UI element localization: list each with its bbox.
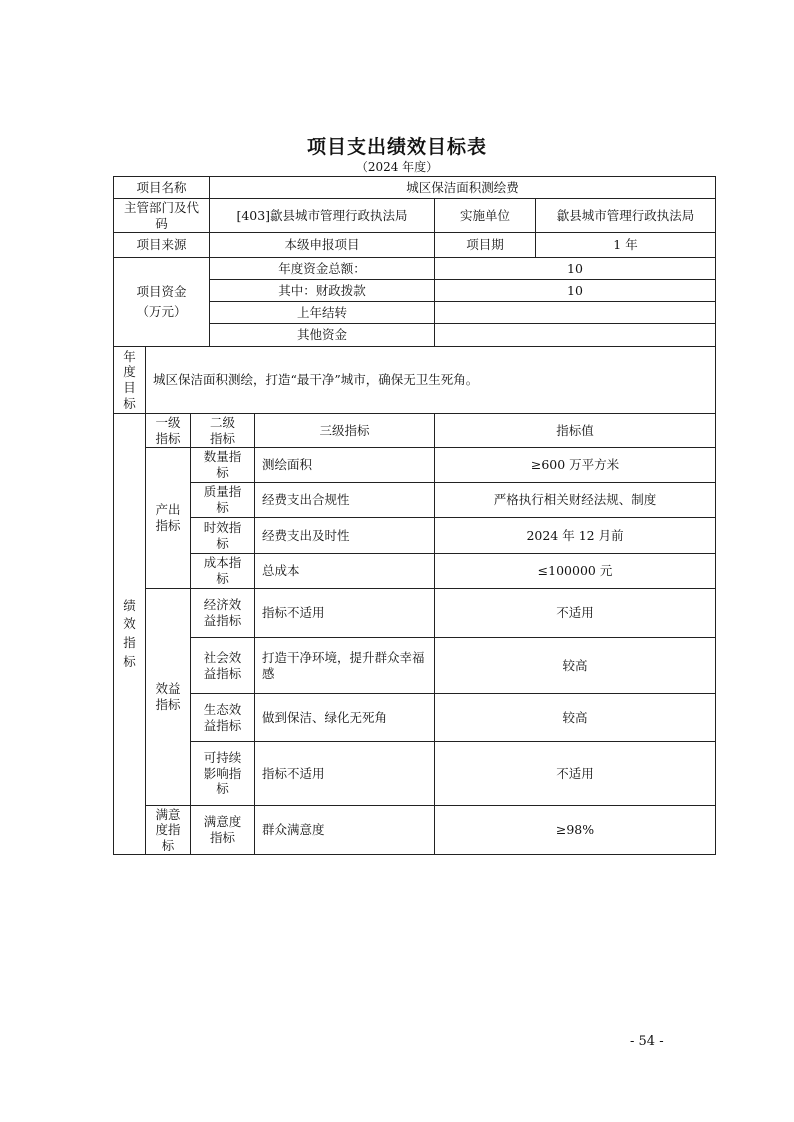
level2-cell xyxy=(191,694,255,742)
annual-goal-text: 城区保洁面积测绘，打造“最干净”城市，确保无卫生死角。 xyxy=(146,347,716,414)
level2-text: 生态效益指标 xyxy=(203,701,242,733)
project-period-label: 项目期 xyxy=(435,233,536,257)
annual-goal-row xyxy=(114,347,716,414)
level3-cell: 经费支出合规性 xyxy=(255,483,435,518)
funds-item-value: 10 xyxy=(435,280,716,302)
level2-cell xyxy=(191,554,255,589)
value-cell: ≥98% xyxy=(435,806,716,855)
level2-text: 时效指标 xyxy=(203,519,242,551)
indicator-row xyxy=(114,554,716,589)
value-cell: 严格执行相关财经法规、制度 xyxy=(435,483,716,518)
level2-cell xyxy=(191,589,255,638)
implementing-unit-label: 实施单位 xyxy=(435,199,536,232)
output-indicator-label xyxy=(146,448,191,589)
value-cell: ≥600 万平方米 xyxy=(435,448,716,483)
funds-item-label: 其他资金 xyxy=(210,324,435,347)
funds-item-label: 上年结转 xyxy=(210,302,435,324)
department-label: 主管部门及代码 xyxy=(114,199,210,233)
header-value: 指标值 xyxy=(435,414,716,448)
level2-cell xyxy=(191,742,255,806)
level3-cell: 测绘面积 xyxy=(255,448,435,483)
level2-text: 经济效益指标 xyxy=(203,597,242,628)
value-cell: 2024 年 12 月前 xyxy=(435,518,716,554)
indicator-row xyxy=(114,694,716,742)
funds-item-label: 其中：财政拨款 xyxy=(210,280,435,302)
project-name-value: 城区保洁面积测绘费 xyxy=(210,177,716,199)
level2-text: 社会效益指标 xyxy=(203,649,242,681)
funds-label xyxy=(114,258,210,347)
satisfaction-indicator-text: 满意度指标 xyxy=(155,806,181,853)
level2-text: 可持续影响指标 xyxy=(203,750,242,797)
indicator-row xyxy=(114,483,716,518)
value-cell: ≤100000 元 xyxy=(435,554,716,589)
value-cell: 不适用 xyxy=(435,589,716,638)
header-level2 xyxy=(191,414,255,448)
implementing-unit-value: 歙县城市管理行政执法局 xyxy=(556,207,695,223)
level2-cell xyxy=(191,448,255,483)
level3-cell: 经费支出及时性 xyxy=(255,518,435,554)
level2-cell xyxy=(191,806,255,855)
level3-cell: 打造干净环境，提升群众幸福感 xyxy=(255,638,435,694)
performance-label-text: 绩效指标 xyxy=(123,597,136,669)
project-period-cell xyxy=(435,233,716,258)
funds-label-text: 项目资金（万元） xyxy=(136,284,187,319)
satisfaction-indicator-label xyxy=(146,806,191,855)
value-cell: 较高 xyxy=(435,638,716,694)
level2-cell xyxy=(191,638,255,694)
performance-target-table xyxy=(113,176,716,855)
performance-label xyxy=(114,414,146,855)
indicator-row xyxy=(114,806,716,855)
level3-cell: 指标不适用 xyxy=(255,742,435,806)
project-source-value: 本级申报项目 xyxy=(210,233,435,258)
benefit-indicator-text: 效益指标 xyxy=(155,681,181,712)
annual-goal-label-text: 年度目标 xyxy=(123,348,136,411)
header-level3: 三级指标 xyxy=(255,414,435,448)
level3-cell: 指标不适用 xyxy=(255,589,435,638)
level2-text: 数量指标 xyxy=(203,449,242,480)
level3-cell: 做到保洁、绿化无死角 xyxy=(255,694,435,742)
level2-cell xyxy=(191,483,255,518)
output-indicator-text: 产出指标 xyxy=(155,502,181,533)
benefit-indicator-label xyxy=(146,589,191,806)
department-row xyxy=(114,199,716,233)
project-name-label: 项目名称 xyxy=(114,177,210,199)
header-level1 xyxy=(146,414,191,448)
level2-text: 满意度指标 xyxy=(203,814,242,845)
page-subtitle: （2024 年度） xyxy=(355,160,439,174)
funds-item-value: 10 xyxy=(435,258,716,280)
project-name-row xyxy=(114,177,716,199)
header-level1-text: 一级指标 xyxy=(155,414,181,446)
project-source-label: 项目来源 xyxy=(114,233,210,258)
indicator-row xyxy=(114,638,716,694)
level3-cell: 总成本 xyxy=(255,554,435,589)
level2-text: 成本指标 xyxy=(203,555,242,586)
indicator-row xyxy=(114,742,716,806)
indicator-row xyxy=(114,518,716,554)
indicator-header-row xyxy=(114,414,716,448)
department-impl-cell xyxy=(435,199,716,233)
level3-cell: 群众满意度 xyxy=(255,806,435,855)
funds-item-label: 年度资金总额： xyxy=(210,258,435,280)
value-cell: 不适用 xyxy=(435,742,716,806)
page-title: 项目支出绩效目标表 xyxy=(306,136,487,158)
indicator-row xyxy=(114,448,716,483)
source-row xyxy=(114,233,716,258)
department-value: [403]歙县城市管理行政执法局 xyxy=(210,199,435,233)
value-cell: 较高 xyxy=(435,694,716,742)
funds-row xyxy=(114,258,716,280)
level2-text: 质量指标 xyxy=(203,484,242,515)
indicator-row xyxy=(114,589,716,638)
level2-cell xyxy=(191,518,255,554)
funds-item-value xyxy=(435,324,716,347)
page-number: - 54 - xyxy=(630,1034,664,1049)
funds-item-value xyxy=(435,302,716,324)
annual-goal-label xyxy=(114,347,146,414)
project-period-value: 1 年 xyxy=(613,237,638,253)
header-level2-text: 二级指标 xyxy=(209,414,235,446)
